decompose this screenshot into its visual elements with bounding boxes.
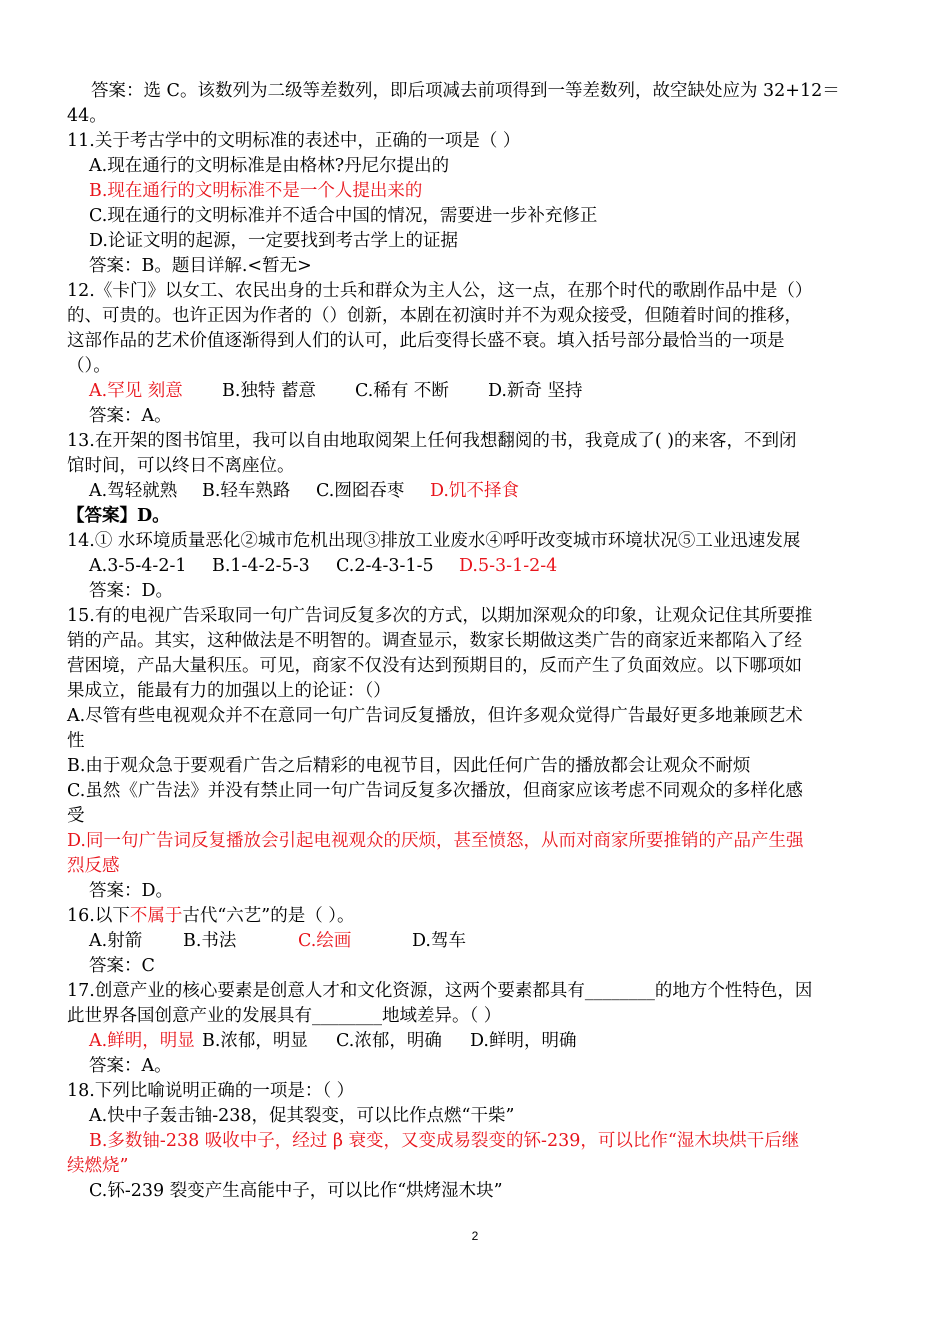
q13-stem-line: 13.在开架的图书馆里，我可以自由地取阅架上任何我想翻阅的书，我竟成了( )的来客，不到闭 — [67, 431, 797, 451]
q18-option-b: B.多数铀-238 吸收中子，经过 β 衰变，又变成易裂变的钚-239，可以比作“湿木块烘干后继 — [89, 1131, 800, 1151]
q12-option-a: A.罕见 刻意 — [89, 381, 183, 401]
q13-answer: 【答案】D。 — [67, 506, 170, 526]
q14-option-c: C.2-4-3-1-5 — [336, 556, 434, 576]
q11-stem: 11.关于考古学中的文明标准的表述中，正确的一项是（ ） — [67, 131, 521, 151]
q15-option-b: B.由于观众急于要观看广告之后精彩的电视节目，因此任何广告的播放都会让观众不耐烦 — [67, 756, 751, 776]
q15-option-a: 性 — [67, 731, 85, 751]
q12-stem-line: 这部作品的艺术价值逐渐得到人们的认可，此后变得长盛不衰。填入括号部分最恰当的一项是 — [67, 331, 785, 351]
q10-answer-line: 答案：选 C。该数列为二级等差数列，即后项减去前项得到一等差数列，故空缺处应为 32+12＝ — [91, 81, 840, 101]
q13-option-c: C.囫囵吞枣 — [316, 481, 405, 501]
q16-option-c: C.绘画 — [298, 931, 352, 951]
q11-option-a: A.现在通行的文明标准是由格林?丹尼尔提出的 — [89, 156, 450, 176]
q18-option-b: 续燃烧” — [67, 1156, 129, 1176]
q13-stem-line: 馆时间，可以终日不离座位。 — [67, 456, 295, 476]
q14-option-d: D.5-3-1-2-4 — [459, 556, 558, 576]
q12-option-b: B.独特 蓄意 — [222, 381, 316, 401]
q17-option-c: C.浓郁，明确 — [336, 1031, 442, 1051]
q10-answer-line: 44。 — [67, 106, 107, 126]
q16-stem-prefix: 16.以下 — [67, 906, 130, 926]
q13-option-d: D.饥不择食 — [430, 481, 519, 501]
q15-stem-line: 果成立，能最有力的加强以上的论证：（） — [67, 681, 391, 701]
q11-answer: 答案：B。题目详解.<暂无> — [89, 256, 312, 276]
q14-option-b: B.1-4-2-5-3 — [212, 556, 310, 576]
q14-option-a: A.3-5-4-2-1 — [89, 556, 187, 576]
q15-option-d: 烈反感 — [67, 856, 120, 876]
q14-answer: 答案：D。 — [89, 581, 174, 601]
q18-stem: 18.下列比喻说明正确的一项是：（ ） — [67, 1081, 355, 1101]
q16-stem-highlight: 不属于 — [129, 906, 183, 926]
q12-answer: 答案：A。 — [89, 406, 172, 426]
q16-stem-suffix: 古代“六艺”的是（ ）。 — [182, 906, 355, 926]
q12-option-c: C.稀有 不断 — [355, 381, 449, 401]
q15-option-c: C.虽然《广告法》并没有禁止同一句广告词反复多次播放，但商家应该考虑不同观众的多样化感 — [67, 781, 803, 801]
q16-answer: 答案：C — [89, 956, 155, 976]
q17-stem-line: 17.创意产业的核心要素是创意人才和文化资源，这两个要素都具有________的地方个性特色，因 — [67, 981, 813, 1001]
q17-stem-line: 此世界各国创意产业的发展具有________地域差异。（ ） — [67, 1006, 502, 1026]
q12-stem-line: （）。 — [67, 356, 111, 376]
q15-answer: 答案：D。 — [89, 881, 174, 901]
q12-option-d: D.新奇 坚持 — [488, 381, 583, 401]
q16-option-d: D.驾车 — [412, 931, 466, 951]
q16-stem — [67, 904, 355, 929]
page-number: 2 — [471, 1229, 479, 1243]
q15-option-c: 受 — [67, 806, 85, 826]
q14-stem: 14.① 水环境质量恶化②城市危机出现③排放工业废水④呼吁改变城市环境状况⑤工业迅速发展 — [67, 531, 801, 551]
q15-stem-line: 营困境，产品大量积压。可见，商家不仅没有达到预期目的，反而产生了负面效应。以下哪项如 — [67, 656, 802, 676]
q15-stem-line: 销的产品。其实，这种做法是不明智的。调查显示，数家长期做这类广告的商家近来都陷入了经 — [67, 631, 802, 651]
q12-stem-line: 12.《卡门》以女工、农民出身的士兵和群众为主人公，这一点，在那个时代的歌剧作品中是（） — [67, 281, 813, 301]
q15-stem-line: 15.有的电视广告采取同一句广告词反复多次的方式，以期加深观众的印象，让观众记住其所要推 — [67, 606, 813, 626]
q16-option-b: B.书法 — [183, 931, 237, 951]
q17-option-b: B.浓郁，明显 — [202, 1031, 308, 1051]
q11-option-b: B.现在通行的文明标准不是一个人提出来的 — [89, 181, 423, 201]
q18-option-a: A.快中子轰击铀-238，促其裂变，可以比作点燃“干柴” — [89, 1106, 515, 1126]
q17-option-d: D.鲜明，明确 — [470, 1031, 577, 1051]
q15-option-a: A.尽管有些电视观众并不在意同一句广告词反复播放，但许多观众觉得广告最好更多地兼顾艺术 — [67, 706, 803, 726]
q13-option-b: B.轻车熟路 — [202, 481, 291, 501]
q15-option-d: D.同一句广告词反复播放会引起电视观众的厌烦，甚至愤怒，从而对商家所要推销的产品产生强 — [67, 831, 804, 851]
q11-option-c: C.现在通行的文明标准并不适合中国的情况，需要进一步补充修正 — [89, 206, 598, 226]
q13-option-a: A.驾轻就熟 — [89, 481, 178, 501]
q12-stem-line: 的、可贵的。也许正因为作者的（）创新，本剧在初演时并不为观众接受，但随着时间的推移， — [67, 306, 802, 326]
q18-option-c: C.钚-239 裂变产生高能中子，可以比作“烘烤湿木块” — [89, 1181, 503, 1201]
q17-answer: 答案：A。 — [89, 1056, 172, 1076]
q17-option-a: A.鲜明，明显 — [89, 1031, 195, 1051]
q16-option-a: A.射箭 — [89, 931, 143, 951]
q11-option-d: D.论证文明的起源，一定要找到考古学上的证据 — [89, 231, 458, 251]
